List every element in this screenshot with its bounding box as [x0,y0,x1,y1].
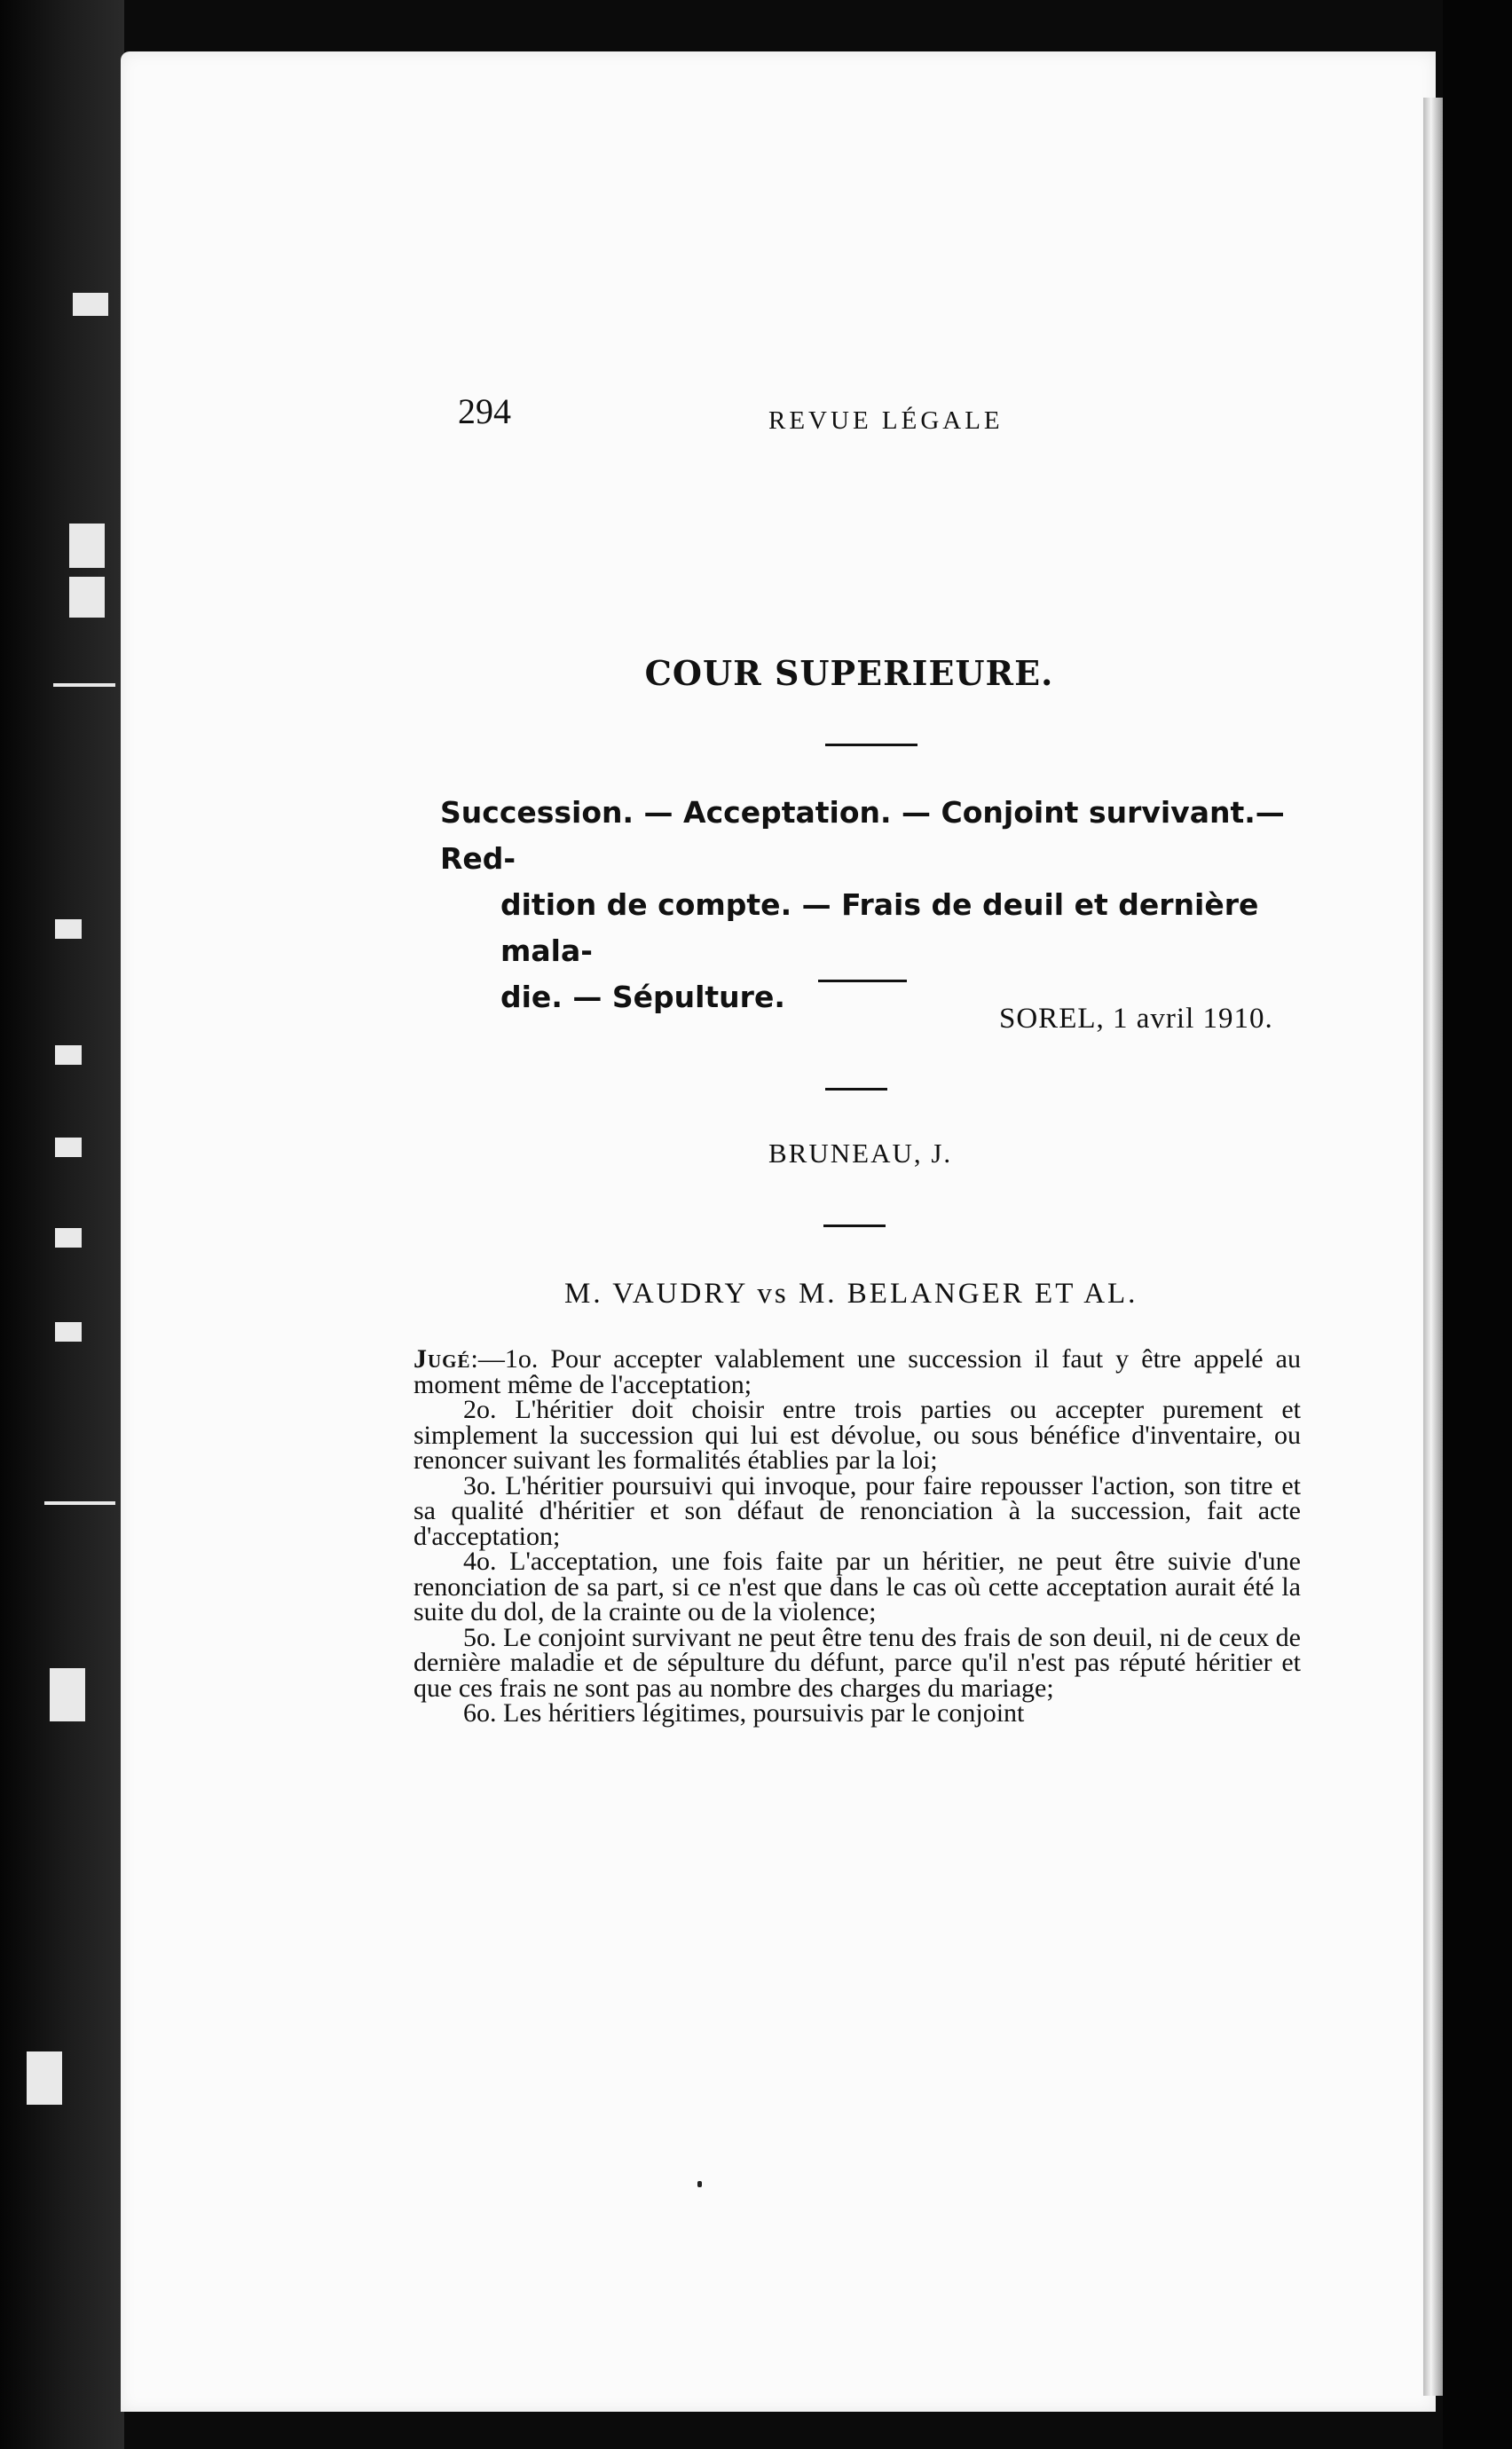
case-parties: M. VAUDRY vs M. BELANGER ET AL. [564,1278,1138,1310]
holding-paragraph: 3o. L'héritier poursuivi qui invoque, pour faire repousser l'action, son titre et sa qualité d'héritier et son défaut de renonciation à la succession, fait acte d'acceptation; [413,1470,1301,1551]
bleed-through-mark [69,577,105,618]
holding-paragraph: 6o. Les héritiers légitimes, poursuivis par le conjoint [463,1698,1025,1728]
bleed-through-mark [50,1668,85,1721]
bleed-through-mark [27,2051,62,2105]
subject-line: dition de compte. — Frais de deuil et dernière mala- [500,887,1259,968]
divider-rule [825,1088,887,1091]
judge-name: BRUNEAU, J. [768,1138,953,1169]
holding-label: Jugé [413,1344,471,1374]
page-edge [1423,98,1443,2396]
scan-right-margin [1443,0,1512,2449]
bleed-through-mark [69,524,105,568]
holding-text [413,1344,1301,1728]
court-heading: COUR SUPERIEURE. [644,653,1054,693]
holding-paragraph: Jugé:—1o. Pour accepter valablement une succession il faut y être appelé au moment même de l'acceptation; [413,1344,1301,1399]
bleed-through-mark [55,1322,82,1342]
holding-paragraph: 5o. Le conjoint survivant ne peut être tenu des frais de son deuil, ni de ceux de dernière maladie et de sépulture du défunt, parce qu'il n'est pas réputé héritier et que ces frais ne sont pas au nombre des charges du mariage; [413,1622,1301,1703]
bleed-through-mark [73,293,108,316]
subject-line: die. — Sépulture. [500,980,785,1014]
bleed-through-mark [55,1138,82,1157]
divider-rule [823,1224,886,1227]
divider-rule [825,744,917,746]
page-number: 294 [458,391,511,431]
divider-rule [818,980,907,982]
page-header [458,390,1132,444]
document-page [121,51,1436,2412]
subject-line: Succession. — Acceptation. — Conjoint survivant.—Red- [440,795,1285,876]
scan-left-margin [0,0,124,2449]
bleed-through-mark [55,919,82,939]
bleed-through-mark [53,683,115,687]
subject-headnote [440,790,1327,1020]
bleed-through-mark [55,1045,82,1065]
place-date: SOREL, 1 avril 1910. [999,1003,1273,1035]
ink-speck [697,2181,702,2187]
holding-paragraph: 2o. L'héritier doit choisir entre trois parties ou accepter purement et simplement la succession qui lui est dévolue, ou sous bénéfice d'inventaire, ou renoncer suivant les formalités établies par la loi; [413,1395,1301,1475]
bleed-through-mark [44,1501,115,1505]
holding-paragraph: 4o. L'acceptation, une fois faite par un héritier, ne peut être suivie d'une renonciation de sa part, si ce n'est que dans le cas où cette acceptation aurait été la suite du dol, de la crainte ou de la violence; [413,1547,1301,1626]
running-title: REVUE LÉGALE [768,406,1004,435]
bleed-through-mark [55,1228,82,1248]
